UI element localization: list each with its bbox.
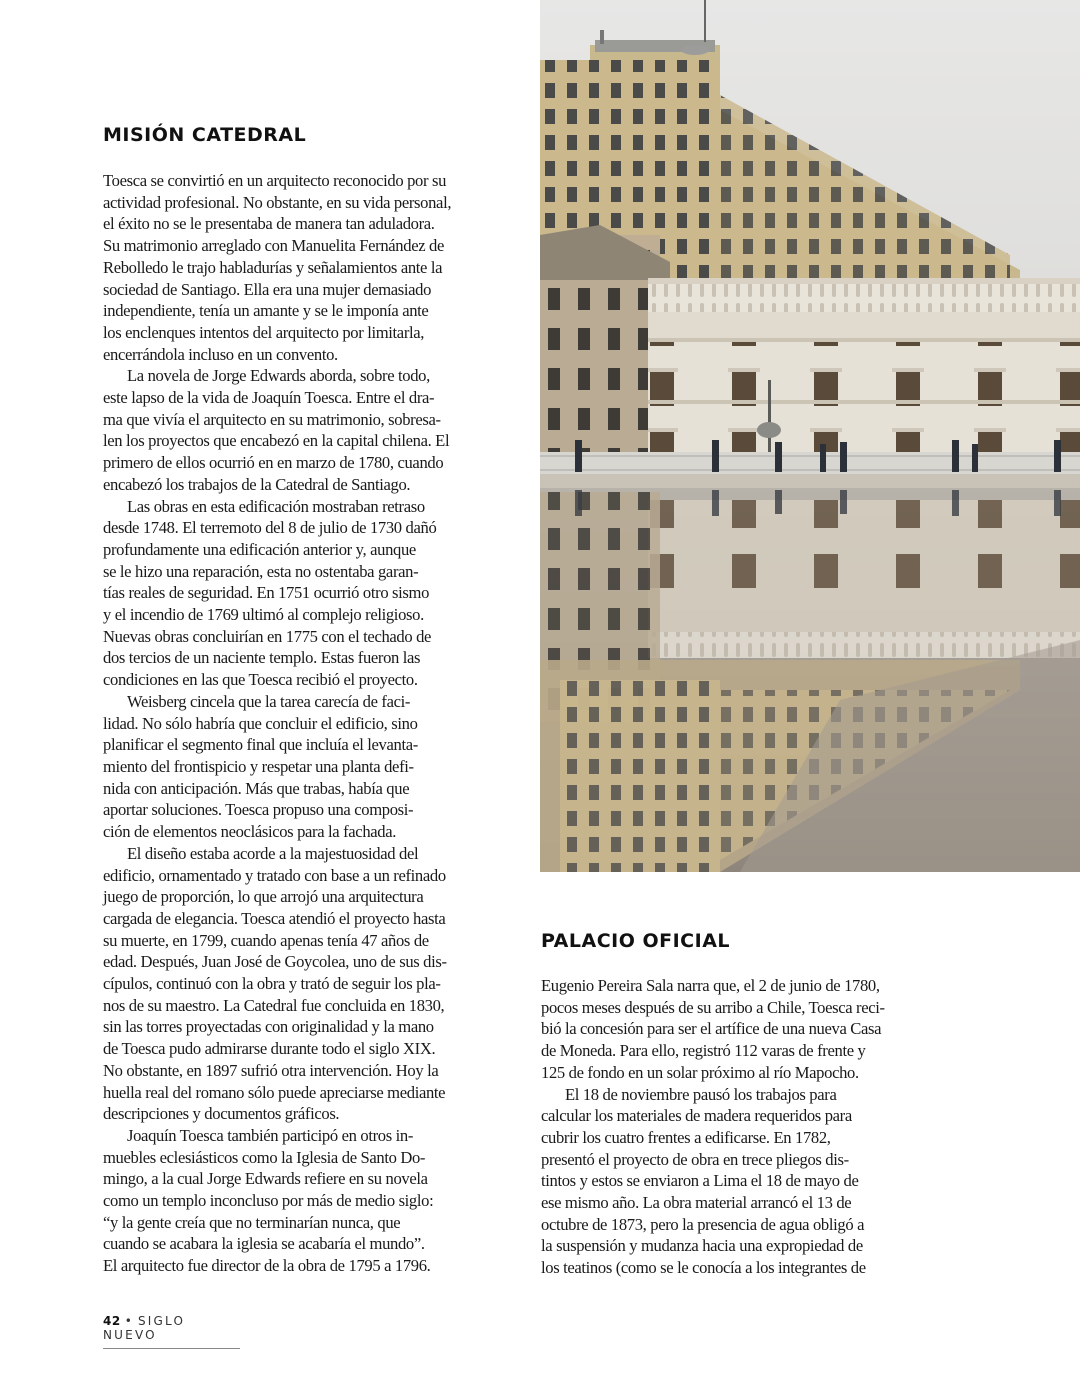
text-line: edad. Después, Juan José de Goycolea, uno de sus dis-	[103, 952, 447, 972]
text-line: su muerte, en 1799, cuando apenas tenía 47 años de	[103, 930, 429, 950]
text-line: huella real del romano sólo puede apreciarse mediante	[103, 1082, 446, 1102]
text-line: ma que vivía el arquitecto en su matrimonio, sobresa-	[103, 409, 441, 429]
paragraph	[103, 691, 503, 843]
page-folio	[103, 1314, 240, 1349]
text-line: octubre de 1873, pero la presencia de agua obligó a	[541, 1214, 865, 1234]
text-line: lidad. No sólo habría que concluir el edificio, sino	[103, 713, 418, 733]
text-line: El arquitecto fue director de la obra de 1795 a 1796.	[103, 1256, 431, 1276]
text-line: independiente, tenía un amante y se le imponía ante	[103, 301, 429, 321]
section-heading-palacio-oficial: PALACIO OFICIAL	[541, 930, 731, 952]
text-line: los enclenques intentos del arquitecto por limitarla,	[103, 322, 425, 342]
text-line: nos de su maestro. La Catedral fue concluida en 1830,	[103, 995, 445, 1015]
text-line: cargada de elegancia. Toesca atendió el proyecto hasta	[103, 908, 446, 928]
paragraph	[103, 365, 503, 495]
text-line: cuando se acabara la iglesia se acabaría el mundo”.	[103, 1234, 425, 1254]
paragraph	[103, 170, 503, 365]
paragraph	[103, 496, 503, 691]
text-line: el éxito no se le presentaba de manera tan aduladora.	[103, 214, 435, 234]
paragraph	[541, 975, 935, 1084]
text-line: cubrir los cuatro frentes a edificarse. En 1782,	[541, 1127, 831, 1147]
text-line: encabezó los trabajos de la Catedral de Santiago.	[103, 474, 411, 494]
palace-photo	[540, 0, 1080, 872]
text-line: de Toesca pudo admirarse durante todo el siglo XIX.	[103, 1039, 436, 1059]
text-line: y el incendio de 1769 ultimó al complejo religioso.	[103, 605, 424, 625]
text-line: Eugenio Pereira Sala narra que, el 2 de junio de 1780,	[541, 976, 880, 995]
text-line: desde 1748. El terremoto del 8 de julio de 1730 dañó	[103, 518, 437, 538]
article-body-left	[103, 170, 503, 1277]
palace-facade-reflection-photo	[540, 0, 1080, 872]
text-line: Toesca se convirtió en un arquitecto reconocido por su	[103, 171, 447, 190]
text-line: ción de elementos neoclásicos para la fachada.	[103, 822, 397, 842]
text-line: len los proyectos que encabezó en la capital chilena. El	[103, 431, 450, 451]
text-line: sin las torres proyectadas con originalidad y la mano	[103, 1017, 434, 1037]
text-line: ese mismo año. La obra material arrancó el 13 de	[541, 1193, 852, 1213]
text-line: Weisberg cincela que la tarea carecía de faci-	[127, 691, 411, 711]
section-heading-mision-catedral: MISIÓN CATEDRAL	[103, 124, 307, 146]
text-line: de Moneda. Para ello, registró 112 varas de frente y	[541, 1041, 866, 1061]
text-line: Rebolledo le trajo habladurías y señalamientos ante la	[103, 257, 443, 277]
text-line: descripciones y documentos gráficos.	[103, 1104, 340, 1124]
folio-separator: •	[124, 1314, 134, 1328]
text-line: como un templo inconcluso por más de medio siglo:	[103, 1191, 434, 1211]
text-line: nida con anticipación. Más que trabas, había que	[103, 778, 410, 798]
text-line: primero de ellos ocurrió en en marzo de 1780, cuando	[103, 453, 444, 473]
paragraph	[103, 843, 503, 1125]
text-line: condiciones en las que Toesca recibió el proyecto.	[103, 670, 418, 690]
text-line: cípulos, continuó con la obra y trató de seguir los pla-	[103, 974, 441, 994]
text-line: planificar el segmento final que incluía el levanta-	[103, 735, 418, 755]
text-line: El 18 de noviembre pausó los trabajos para	[565, 1084, 837, 1104]
text-line: profundamente una edificación anterior y, aunque	[103, 539, 416, 559]
text-line: La novela de Jorge Edwards aborda, sobre todo,	[127, 366, 430, 386]
text-line: aportar soluciones. Toesca propuso una composi-	[103, 800, 414, 820]
page-number: 42	[103, 1314, 121, 1328]
text-line: tías reales de seguridad. En 1751 ocurrió otro sismo	[103, 583, 430, 603]
text-line: la suspensión y mudanza hacia una expropiedad de	[541, 1236, 863, 1256]
text-line: presentó el proyecto de obra en trece pliegos dis-	[541, 1149, 849, 1169]
paragraph	[103, 1125, 503, 1277]
text-line: Joaquín Toesca también participó en otros in-	[127, 1125, 414, 1145]
text-line: juego de proporción, lo que arrojó una arquitectura	[103, 887, 424, 907]
left-column	[103, 122, 503, 1277]
text-line: calcular los materiales de madera requeridos para	[541, 1106, 852, 1126]
text-line: muebles eclesiásticos como la Iglesia de Santo Do-	[103, 1147, 426, 1167]
text-line: miento del frontispicio y respetar una planta defi-	[103, 756, 414, 776]
article-body-right	[541, 975, 935, 1279]
text-line: sociedad de Santiago. Ella era una mujer demasiado	[103, 279, 432, 299]
text-line: encerrándola incluso en un convento.	[103, 344, 338, 364]
text-line: este lapso de la vida de Joaquín Toesca. Entre el dra-	[103, 388, 435, 408]
text-line: pocos meses después de su arribo a Chile, Toesca reci-	[541, 997, 885, 1017]
text-line: El diseño estaba acorde a la majestuosidad del	[127, 843, 419, 863]
text-line: se le hizo una reparación, esta no ostentaba garan-	[103, 561, 419, 581]
text-line: Nuevas obras concluirían en 1775 con el techado de	[103, 626, 432, 646]
paragraph	[541, 1084, 935, 1279]
text-line: tintos y estos se enviaron a Lima el 18 de mayo de	[541, 1171, 859, 1191]
text-line: dos tercios de un naciente templo. Estas fueron las	[103, 648, 421, 668]
right-column	[541, 928, 935, 1279]
publication-name: SIGLO NUEVO	[103, 1314, 186, 1342]
text-line: mingo, a la cual Jorge Edwards refiere en su novela	[103, 1169, 428, 1189]
text-line: edificio, ornamentado y tratado con base a un refinado	[103, 865, 446, 885]
text-line: 125 de fondo en un solar próximo al río Mapocho.	[541, 1062, 859, 1082]
text-line: No obstante, en 1897 sufrió otra intervención. Hoy la	[103, 1060, 439, 1080]
text-line: los teatinos (como se le conocía a los integrantes de	[541, 1258, 866, 1278]
text-line: bió la concesión para ser el artífice de una nueva Casa	[541, 1019, 882, 1039]
text-line: Las obras en esta edificación mostraban retraso	[127, 496, 425, 516]
text-line: “y la gente creía que no terminarían nunca, que	[103, 1212, 401, 1232]
text-line: Su matrimonio arreglado con Manuelita Fernández de	[103, 236, 444, 256]
text-line: actividad profesional. No obstante, en su vida personal,	[103, 192, 452, 212]
